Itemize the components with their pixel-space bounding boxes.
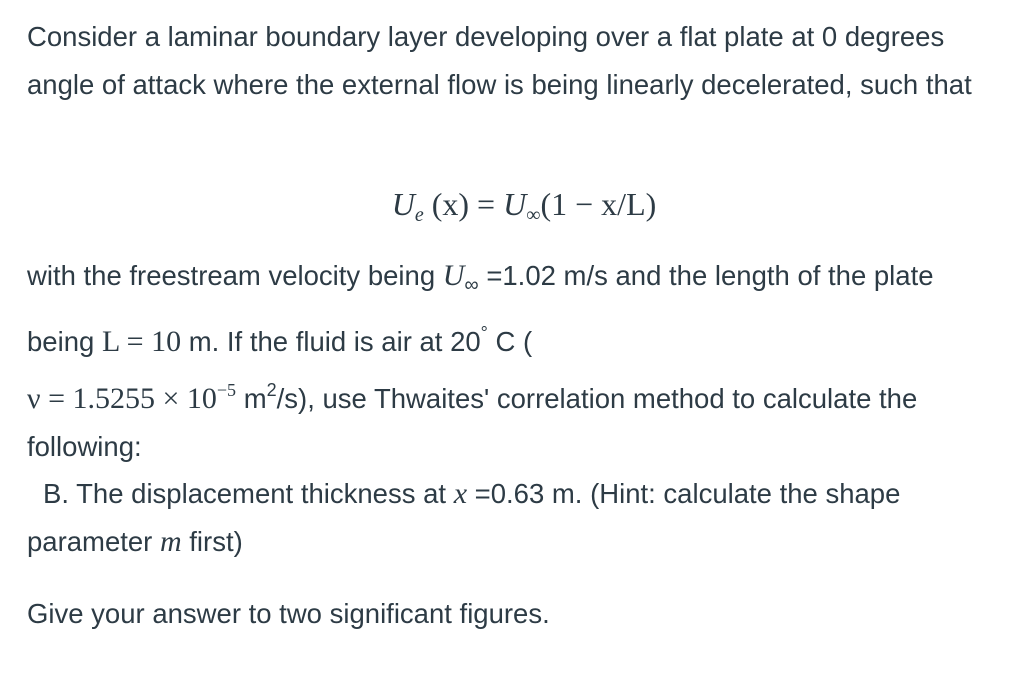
part-b-text-2: =0.63 m. (Hint: calculate the shape parameter: [27, 478, 901, 557]
conditions-text-2: =1.02 m/s and the length of the plate being: [27, 260, 934, 357]
viscosity-expression: ν = 1.5255 × 10: [27, 382, 217, 415]
equation-rhs-subscript: ∞: [526, 204, 541, 226]
degree-symbol: °: [480, 323, 488, 343]
equation-lhs-subscript: e: [414, 204, 424, 226]
equation-lhs-symbol: U: [391, 186, 415, 222]
conditions-text-5: m: [236, 383, 267, 414]
part-b-paragraph: [27, 470, 1002, 566]
instruction-paragraph: Give your answer to two significant figures.: [27, 598, 550, 629]
position-symbol: x: [453, 477, 468, 510]
part-b-text-1: B. The displacement thickness at: [43, 478, 454, 509]
conditions-text-3: m. If the fluid is air at 20: [181, 326, 481, 357]
conditions-text-1: with the freestream velocity being: [27, 260, 443, 291]
equation-lhs-argument: (x): [431, 186, 470, 222]
shape-parameter-symbol: m: [159, 525, 182, 558]
freestream-symbol: U: [442, 259, 465, 292]
conditions-text-6: /s), use Thwaites' correlation method to calculate the following:: [27, 383, 918, 462]
equation-rhs-symbol: U: [503, 186, 527, 222]
equation-rhs-paren: (1 − x/L): [540, 186, 657, 222]
length-expression: L = 10: [101, 325, 182, 358]
velocity-equation: [0, 180, 1028, 239]
equation-equals: =: [477, 186, 496, 222]
conditions-paragraph: [27, 252, 1002, 471]
units-exponent: 2: [266, 380, 277, 400]
viscosity-exponent: −5: [216, 380, 237, 400]
intro-paragraph: Consider a laminar boundary layer developing over a flat plate at 0 degrees angle of attack where the external flow is being linearly decelerated, such that: [27, 21, 972, 100]
part-b-text-3: first): [181, 526, 243, 557]
conditions-text-4: C (: [487, 326, 533, 357]
freestream-subscript: ∞: [464, 274, 479, 296]
